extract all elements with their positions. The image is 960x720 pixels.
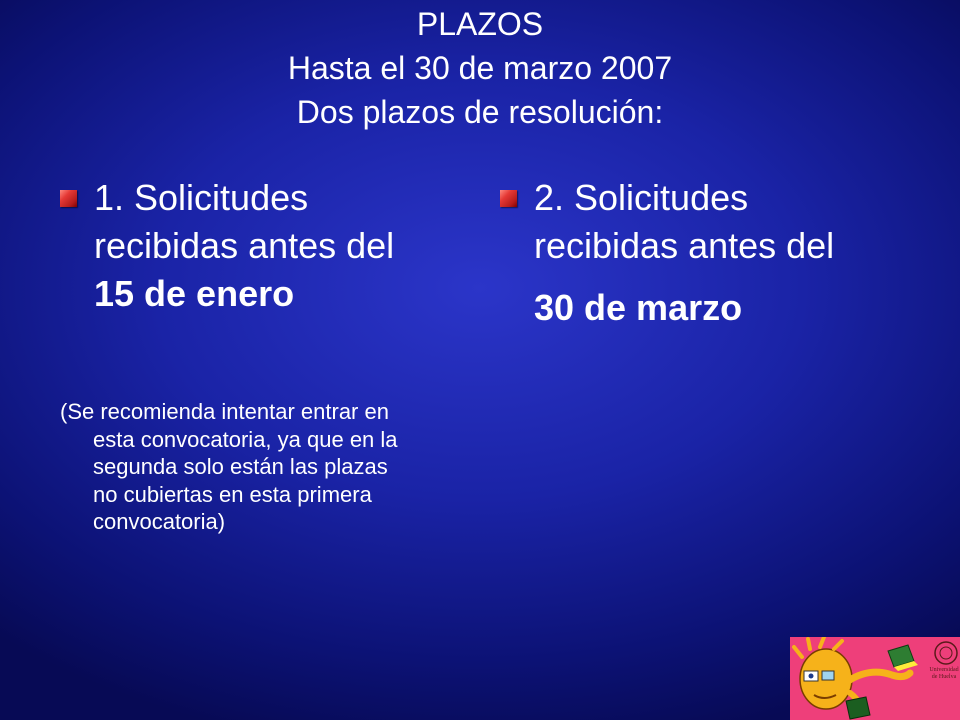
bullet-item-1-text	[94, 174, 480, 318]
bullet-item-2	[500, 174, 940, 332]
red-square-bullet-icon	[60, 190, 77, 207]
logo-text	[929, 667, 959, 681]
note-line-5: convocatoria)	[93, 509, 226, 534]
note-line-4: no cubiertas en esta primera	[93, 481, 372, 507]
bullet-1-line-1: 1. Solicitudes	[94, 177, 309, 218]
bullet-1-line-2: recibidas antes del	[94, 225, 395, 266]
bullet-2-date: 30 de marzo	[534, 287, 743, 328]
bullet-item-2-text	[534, 174, 940, 332]
red-square-bullet-icon	[500, 190, 517, 207]
title-line-2: Hasta el 30 de marzo 2007	[287, 50, 673, 86]
title-line-3: Dos plazos de resolución:	[296, 94, 664, 130]
logo-text-line-2: de Huelva	[931, 674, 957, 680]
note-line-3: segunda solo están las plazas	[93, 454, 388, 479]
recommendation-note	[60, 398, 500, 536]
note-line-1: (Se recomienda intentar entrar en	[60, 399, 389, 424]
bullet-2-line-2: recibidas antes del	[534, 225, 835, 266]
bullet-2-line-1: 2. Solicitudes	[534, 177, 749, 218]
logo-text-line-1: Universidad	[929, 667, 959, 673]
left-column	[60, 174, 480, 318]
bullet-item-1	[60, 174, 480, 318]
bullet-1-date: 15 de enero	[94, 273, 295, 314]
university-logo	[790, 637, 960, 720]
right-column	[500, 174, 940, 332]
note-line-2: esta convocatoria, ya que en la	[93, 426, 398, 452]
slide-title	[0, 2, 960, 134]
title-line-1: PLAZOS	[416, 6, 544, 42]
